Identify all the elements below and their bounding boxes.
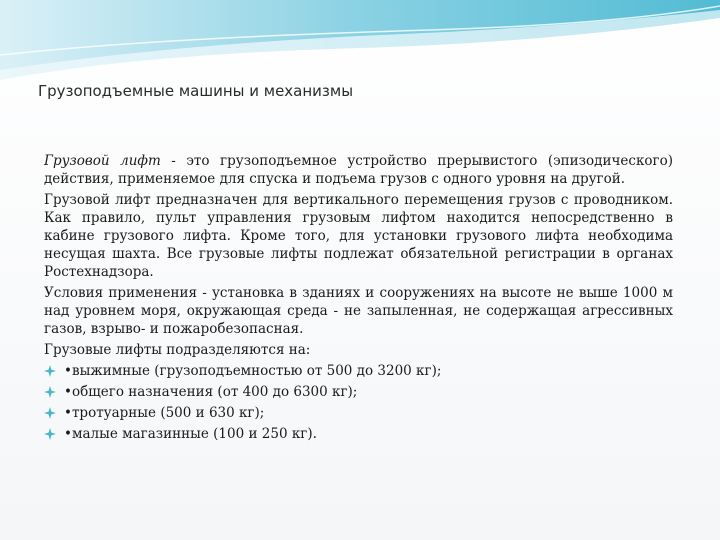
bullet-icon (44, 365, 56, 377)
types-intro-paragraph: Грузовые лифты подразделяются на: (44, 342, 311, 358)
content-body (44, 152, 673, 446)
conditions-paragraph: Условия применения - установка в зданиях и сооружениях на высоте не выше 1000 м над уровнем моря, окружающая среда - не запыленная, не содержащая агрессивных газов, взрыво- и пожаробезопасная. (44, 285, 673, 337)
header-wave-decoration (0, 0, 720, 90)
purpose-paragraph: Грузовой лифт предназначен для вертикального перемещения грузов с проводником. Как правило, пульт управления грузовым лифтом находится непосредственно в кабине грузового лифта. Кроме того, для установки грузового лифта необходима несущая шахта. Все грузовые лифты подлежат обязательной регистрации в органах Ростехнадзора. (44, 192, 673, 280)
list-item (44, 404, 673, 422)
types-list (44, 362, 673, 443)
definition-term: Грузовой лифт (44, 153, 161, 169)
list-item-text: •тротуарные (500 и 630 кг); (64, 405, 265, 421)
definition-paragraph (44, 152, 673, 188)
list-item-text: •выжимные (грузоподъемностью от 500 до 3200 кг); (64, 363, 442, 379)
list-item-text: •малые магазинные (100 и 250 кг). (64, 426, 317, 442)
list-item (44, 362, 673, 380)
definition-text: - это грузоподъемное устройство прерывистого (эпизодического) действия, применяемое для спуска и подъема грузов с одного уровня на другой. (44, 153, 673, 187)
bullet-icon (44, 407, 56, 419)
bullet-icon (44, 386, 56, 398)
list-item (44, 425, 673, 443)
bullet-icon (44, 428, 56, 440)
slide-title: Грузоподъемные машины и механизмы (38, 82, 354, 100)
list-item-text: •общего назначения (от 400 до 6300 кг); (64, 384, 358, 400)
list-item (44, 383, 673, 401)
